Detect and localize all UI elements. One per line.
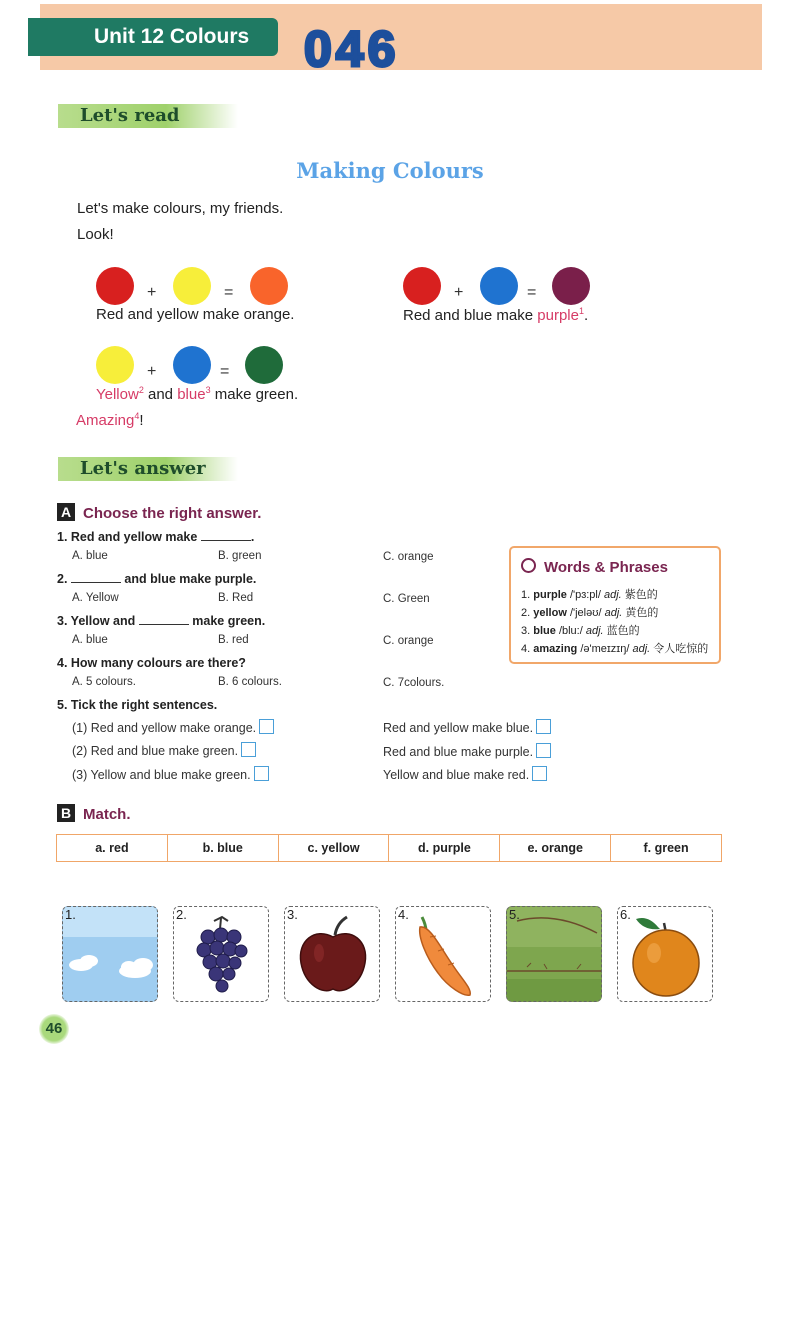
question-text: 3. Yellow and: [57, 614, 136, 628]
question-5: 5. Tick the right sentences.: [57, 698, 218, 712]
part-b-heading: [57, 804, 131, 823]
tick-box[interactable]: [241, 742, 256, 757]
equals-sign: =: [220, 363, 230, 380]
sentence-row: [72, 742, 256, 758]
tick-box[interactable]: [254, 766, 269, 781]
sentence-text: Red and blue make purple.: [383, 745, 534, 759]
plus-sign: +: [147, 284, 157, 301]
plus-sign: +: [147, 363, 157, 380]
mix-1-caption: Red and yellow make orange.: [96, 306, 295, 323]
vocab-word-blue: blue: [177, 386, 206, 403]
orange-fruit-icon: [618, 907, 713, 1002]
word-num: 2.: [521, 607, 531, 619]
blue-circle: [173, 346, 211, 384]
unit-title: Unit 12 Colours: [28, 18, 278, 56]
meaning: 紫色的: [624, 589, 658, 601]
word-entry: [521, 586, 658, 602]
equals-sign: =: [527, 284, 537, 301]
picture-box[interactable]: [173, 906, 269, 1002]
part-a-heading: [57, 503, 261, 522]
sentence-text: (2) Red and blue make green.: [72, 744, 239, 758]
word: yellow: [533, 607, 567, 619]
meaning: 蓝色的: [606, 625, 640, 637]
caption-text: .: [583, 307, 589, 324]
part-a-letter: A: [57, 503, 75, 521]
meaning: 令人吃惊的: [653, 643, 709, 655]
option-c[interactable]: C. orange: [383, 551, 434, 563]
orange-circle: [250, 267, 288, 305]
footnote-marker: 3: [205, 385, 211, 395]
word-num: 4.: [521, 643, 531, 655]
footnote-marker: 1: [578, 306, 584, 316]
option-b[interactable]: B. 6 colours.: [218, 676, 282, 688]
option-a[interactable]: A. blue: [72, 550, 108, 562]
part-b-letter: B: [57, 804, 75, 822]
sky-icon: [63, 907, 158, 1002]
question-text: 1. Red and yellow make: [57, 530, 198, 544]
section-label-answer: Let's answer: [58, 457, 238, 481]
word: purple: [533, 589, 567, 601]
picture-number: 1.: [65, 907, 76, 922]
amazing-line: [76, 411, 144, 429]
option-c[interactable]: C. Green: [383, 593, 430, 605]
phonetic: /'jeləʊ/: [569, 607, 602, 619]
question-3: [57, 614, 265, 628]
option-a[interactable]: A. blue: [72, 634, 108, 646]
option-b[interactable]: B. Red: [218, 592, 254, 604]
caption-text: and: [143, 386, 178, 403]
green-circle: [245, 346, 283, 384]
sentence-text: Yellow and blue make red.: [383, 768, 530, 782]
tick-box[interactable]: [259, 719, 274, 734]
part-of-speech: adj.: [585, 625, 604, 637]
mix-3-caption: [96, 385, 298, 403]
circle-icon: [521, 558, 536, 573]
page-code: 046: [304, 21, 400, 77]
question-4: 4. How many colours are there?: [57, 656, 246, 670]
option-b[interactable]: B. red: [218, 634, 249, 646]
part-of-speech: adj.: [604, 589, 622, 601]
vocab-word-yellow: Yellow: [96, 386, 139, 403]
question-2: [57, 572, 256, 586]
answer-blank[interactable]: [201, 530, 251, 541]
tick-box[interactable]: [536, 743, 551, 758]
match-option[interactable]: f. green: [643, 841, 689, 855]
caption-text: make green.: [210, 386, 299, 403]
words-phrases-title: [521, 558, 668, 576]
red-circle: [403, 267, 441, 305]
tick-box[interactable]: [536, 719, 551, 734]
picture-number: 4.: [398, 907, 409, 922]
picture-box[interactable]: [395, 906, 491, 1002]
match-option[interactable]: d. purple: [389, 835, 500, 861]
footnote-marker: 4: [134, 411, 140, 421]
blue-circle: [480, 267, 518, 305]
question-1: [57, 530, 254, 544]
sentence-text: Red and yellow make blue.: [383, 721, 534, 735]
option-c[interactable]: C. orange: [383, 635, 434, 647]
purple-circle: [552, 267, 590, 305]
answer-blank[interactable]: [71, 572, 121, 583]
reading-line-2: Look!: [77, 226, 114, 243]
picture-number: 5.: [509, 907, 520, 922]
sentence-text: (1) Red and yellow make orange.: [72, 721, 257, 735]
question-text: 2.: [57, 572, 68, 586]
meaning: 黄色的: [625, 607, 659, 619]
grass-icon: [507, 907, 602, 1002]
equals-sign: =: [224, 284, 234, 301]
carrot-icon: [396, 907, 491, 1002]
question-text: .: [250, 530, 255, 544]
word: blue: [533, 625, 556, 637]
picture-box[interactable]: [506, 906, 602, 1002]
phonetic: /ə'meɪzɪŋ/: [580, 643, 630, 655]
words-phrases-box: [509, 546, 721, 664]
part-of-speech: adj.: [632, 643, 651, 655]
word: amazing: [533, 643, 578, 655]
vocab-word-amazing: Amazing: [76, 412, 135, 429]
reading-title: Making Colours: [296, 158, 484, 183]
section-label-read: Let's read: [58, 104, 238, 128]
reading-line-1: Let's make colours, my friends.: [77, 200, 284, 217]
picture-number: 6.: [620, 907, 631, 922]
word-entry: [521, 622, 640, 638]
yellow-circle: [173, 267, 211, 305]
sentence-row: [72, 766, 269, 782]
mix-2-caption: [403, 306, 588, 324]
part-b-heading-text: Match.: [83, 806, 131, 823]
caption-text: !: [139, 412, 144, 429]
sentence-row: [72, 719, 274, 735]
yellow-circle: [96, 346, 134, 384]
sentence-row: [383, 766, 547, 782]
option-c[interactable]: C. 7colours.: [383, 677, 445, 689]
question-text: make green.: [192, 614, 266, 628]
sentence-row: [383, 719, 551, 735]
phonetic: /blu:/: [558, 625, 583, 637]
picture-box[interactable]: [62, 906, 158, 1002]
grapes-icon: [174, 907, 269, 1002]
page-number: 46: [39, 1014, 69, 1044]
match-option[interactable]: c. yellow: [279, 835, 390, 861]
caption-text: Red and blue make: [403, 307, 538, 324]
phonetic: /'pɜ:pl/: [569, 589, 601, 601]
tick-box[interactable]: [532, 766, 547, 781]
sentence-text: (3) Yellow and blue make green.: [72, 768, 251, 782]
part-a-heading-text: Choose the right answer.: [83, 505, 262, 522]
part-of-speech: adj.: [604, 607, 623, 619]
word-entry: [521, 640, 708, 656]
plus-sign: +: [454, 284, 464, 301]
picture-number: 3.: [287, 907, 298, 922]
match-option[interactable]: e. orange: [500, 835, 611, 861]
word-entry: [521, 604, 658, 620]
word-num: 3.: [521, 625, 531, 637]
option-a[interactable]: A. Yellow: [72, 592, 119, 604]
picture-box[interactable]: [617, 906, 713, 1002]
red-circle: [96, 267, 134, 305]
picture-number: 2.: [176, 907, 187, 922]
sentence-row: [383, 743, 551, 759]
words-title-text: Words & Phrases: [544, 559, 668, 576]
match-option[interactable]: a. red: [57, 835, 168, 861]
match-options-table: [56, 834, 722, 862]
answer-blank[interactable]: [139, 614, 189, 625]
picture-box[interactable]: [284, 906, 380, 1002]
option-a[interactable]: A. 5 colours.: [72, 676, 136, 688]
footnote-marker: 2: [138, 385, 144, 395]
question-text: and blue make purple.: [124, 572, 257, 586]
option-b[interactable]: B. green: [218, 550, 262, 562]
apple-icon: [285, 907, 380, 1002]
match-option[interactable]: b. blue: [168, 835, 279, 861]
vocab-word-purple: purple: [537, 307, 579, 324]
word-num: 1.: [521, 589, 531, 601]
